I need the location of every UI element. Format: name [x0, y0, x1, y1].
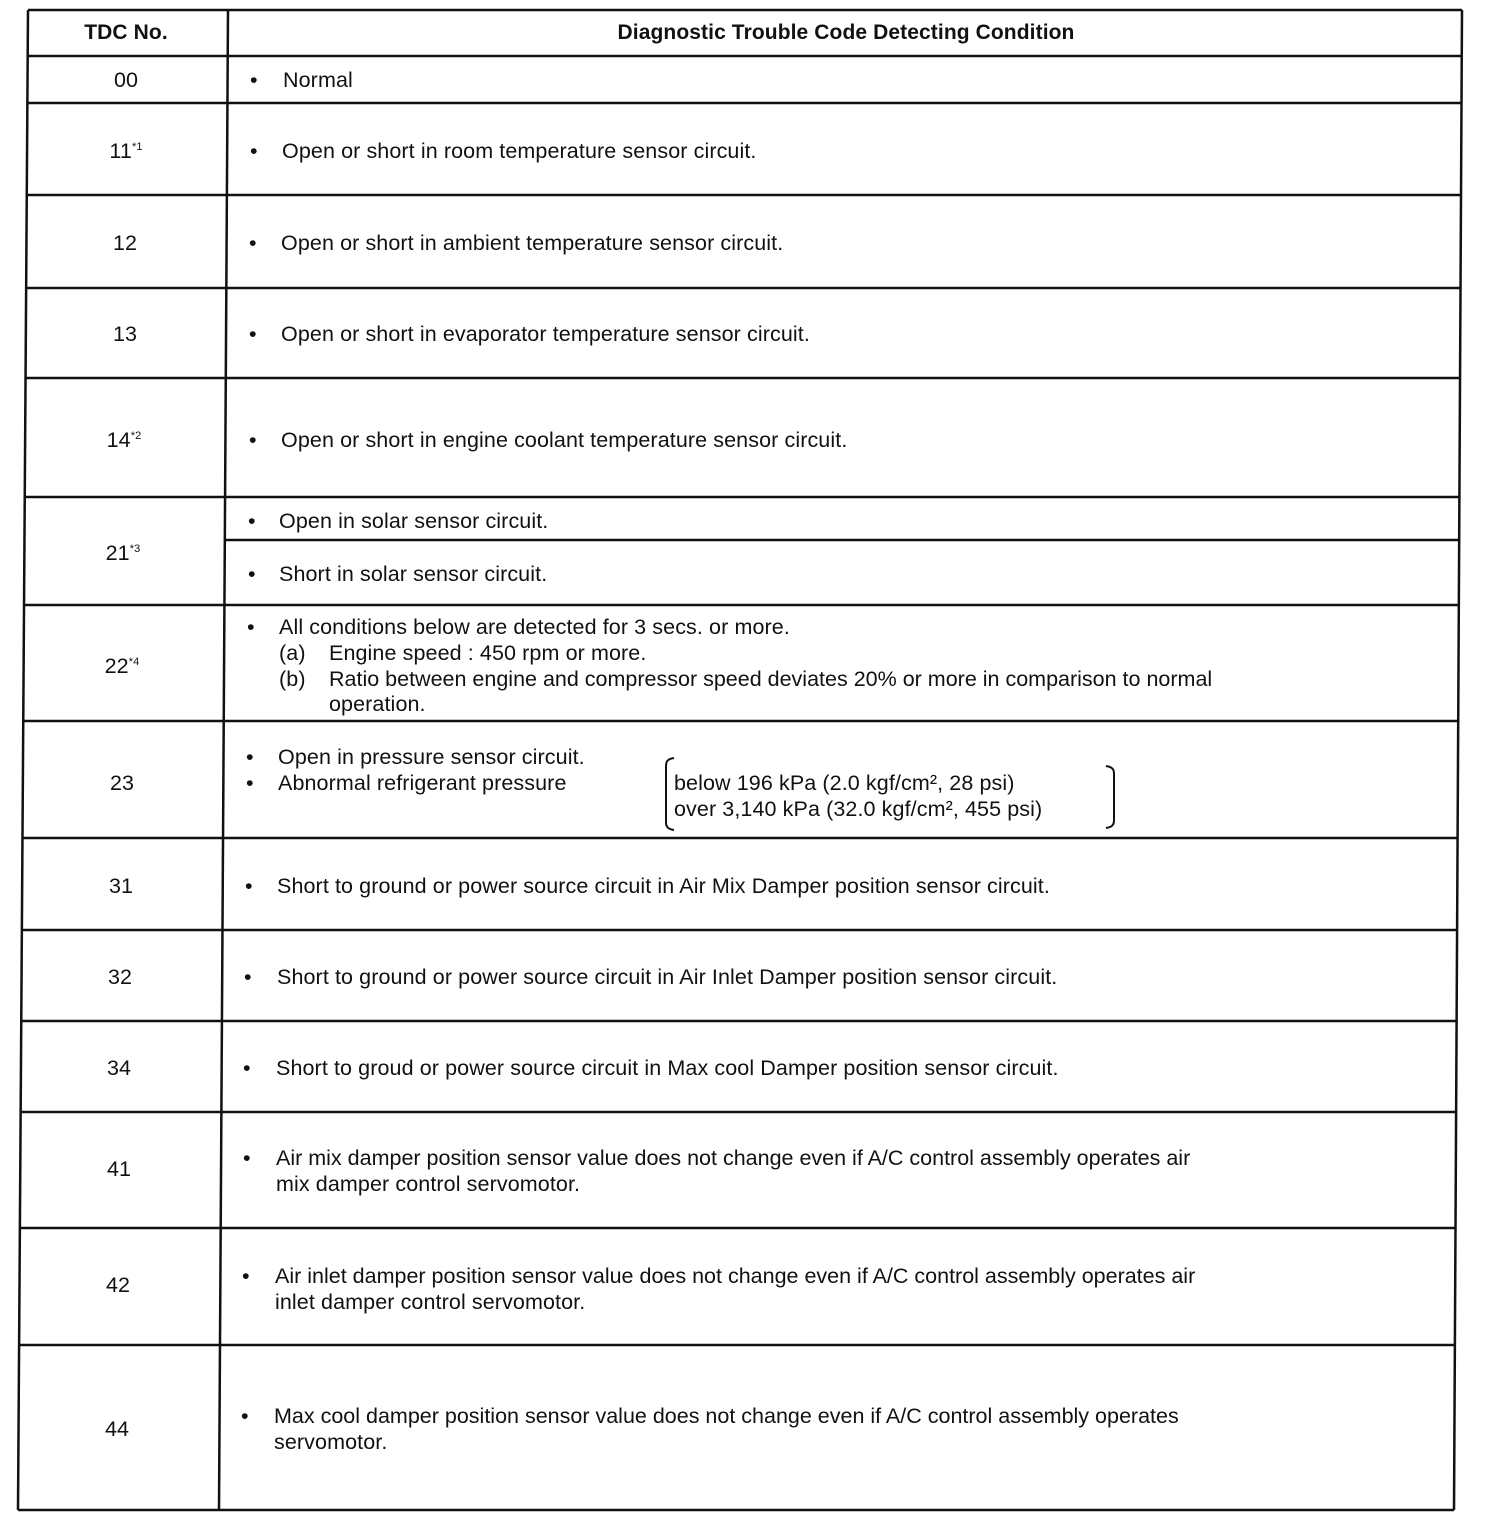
tdc-code: 22$^{*4}$	[104, 654, 140, 678]
tdc-code: 34	[106, 1056, 132, 1080]
bullet: •	[243, 1146, 251, 1170]
bullet: •	[246, 771, 254, 795]
condition-text: inlet damper control servomotor.	[275, 1290, 586, 1314]
tdc-code: 11$^{*1}$	[109, 139, 143, 163]
condition-text: Abnormal refrigerant pressure	[278, 771, 567, 795]
bullet: •	[245, 874, 253, 898]
bullet: •	[250, 68, 258, 92]
condition-label: (a)	[279, 641, 306, 665]
pressure-low: below 196 kPa (2.0 kgf/cm², 28 psi)	[674, 771, 1015, 795]
bullet: •	[248, 509, 256, 533]
tdc-code: 23	[109, 771, 135, 795]
condition-text: Engine speed : 450 rpm or more.	[329, 641, 647, 665]
tdc-code: 00	[113, 68, 139, 92]
condition-text: Short to groud or power source circuit in Max cool Damper position sensor circuit.	[276, 1056, 1059, 1080]
pressure-high: over 3,140 kPa (32.0 kgf/cm², 455 psi)	[674, 797, 1043, 821]
condition-text: Normal	[283, 68, 353, 92]
condition-text: Open or short in evaporator temperature sensor circuit.	[281, 322, 810, 346]
bullet: •	[246, 745, 254, 769]
condition-text: servomotor.	[274, 1430, 388, 1454]
bullet: •	[248, 562, 256, 586]
condition-text: Max cool damper position sensor value does not change even if A/C control assembly operates	[274, 1404, 1179, 1428]
condition-text: operation.	[329, 692, 426, 716]
bullet: •	[243, 1056, 251, 1080]
condition-text: Ratio between engine and compressor speed deviates 20% or more in comparison to normal	[329, 667, 1213, 691]
tdc-code: 42	[105, 1273, 131, 1297]
right-border	[1454, 10, 1462, 1510]
bullet: •	[249, 231, 257, 255]
footnote-mark: *3	[129, 543, 141, 555]
bullet: •	[249, 428, 257, 452]
footnote-mark: *4	[128, 656, 140, 668]
footnote-mark: *1	[131, 141, 143, 153]
condition-text: Open or short in ambient temperature sensor circuit.	[281, 231, 784, 255]
bullet: •	[250, 139, 258, 163]
condition-text: Short to ground or power source circuit in Air Inlet Damper position sensor circuit.	[277, 965, 1058, 989]
condition-text: All conditions below are detected for 3 secs. or more.	[279, 615, 790, 639]
footnote-mark: *2	[130, 430, 142, 442]
condition-text: mix damper control servomotor.	[276, 1172, 581, 1196]
bullet: •	[247, 615, 255, 639]
bullet: •	[249, 322, 257, 346]
condition-text: Open or short in room temperature sensor circuit.	[282, 139, 757, 163]
tdc-code: 44	[104, 1417, 130, 1441]
condition-text: Air mix damper position sensor value does not change even if A/C control assembly operates air	[276, 1146, 1191, 1170]
right-bracket	[1104, 764, 1120, 830]
tdc-code: 32	[107, 965, 133, 989]
tdc-code: 31	[108, 874, 134, 898]
condition-text: Open or short in engine coolant temperature sensor circuit.	[281, 428, 848, 452]
bullet: •	[244, 965, 252, 989]
condition-label: (b)	[279, 667, 306, 691]
tdc-code: 12	[112, 231, 138, 255]
bullet: •	[241, 1404, 249, 1428]
tdc-code: 14$^{*2}$	[106, 428, 142, 452]
tdc-code: 13	[112, 322, 138, 346]
condition-text: Short to ground or power source circuit in Air Mix Damper position sensor circuit.	[277, 874, 1050, 898]
header-code: TDC No.	[84, 21, 168, 44]
condition-text: Air inlet damper position sensor value does not change even if A/C control assembly operates air	[275, 1264, 1196, 1288]
condition-text: Open in solar sensor circuit.	[279, 509, 549, 533]
bullet: •	[242, 1264, 250, 1288]
condition-text: Open in pressure sensor circuit.	[278, 745, 585, 769]
tdc-code: 21$^{*3}$	[105, 541, 141, 565]
condition-text: Short in solar sensor circuit.	[279, 562, 548, 586]
header-condition: Diagnostic Trouble Code Detecting Condition	[617, 21, 1075, 44]
tdc-code: 41	[106, 1157, 132, 1181]
